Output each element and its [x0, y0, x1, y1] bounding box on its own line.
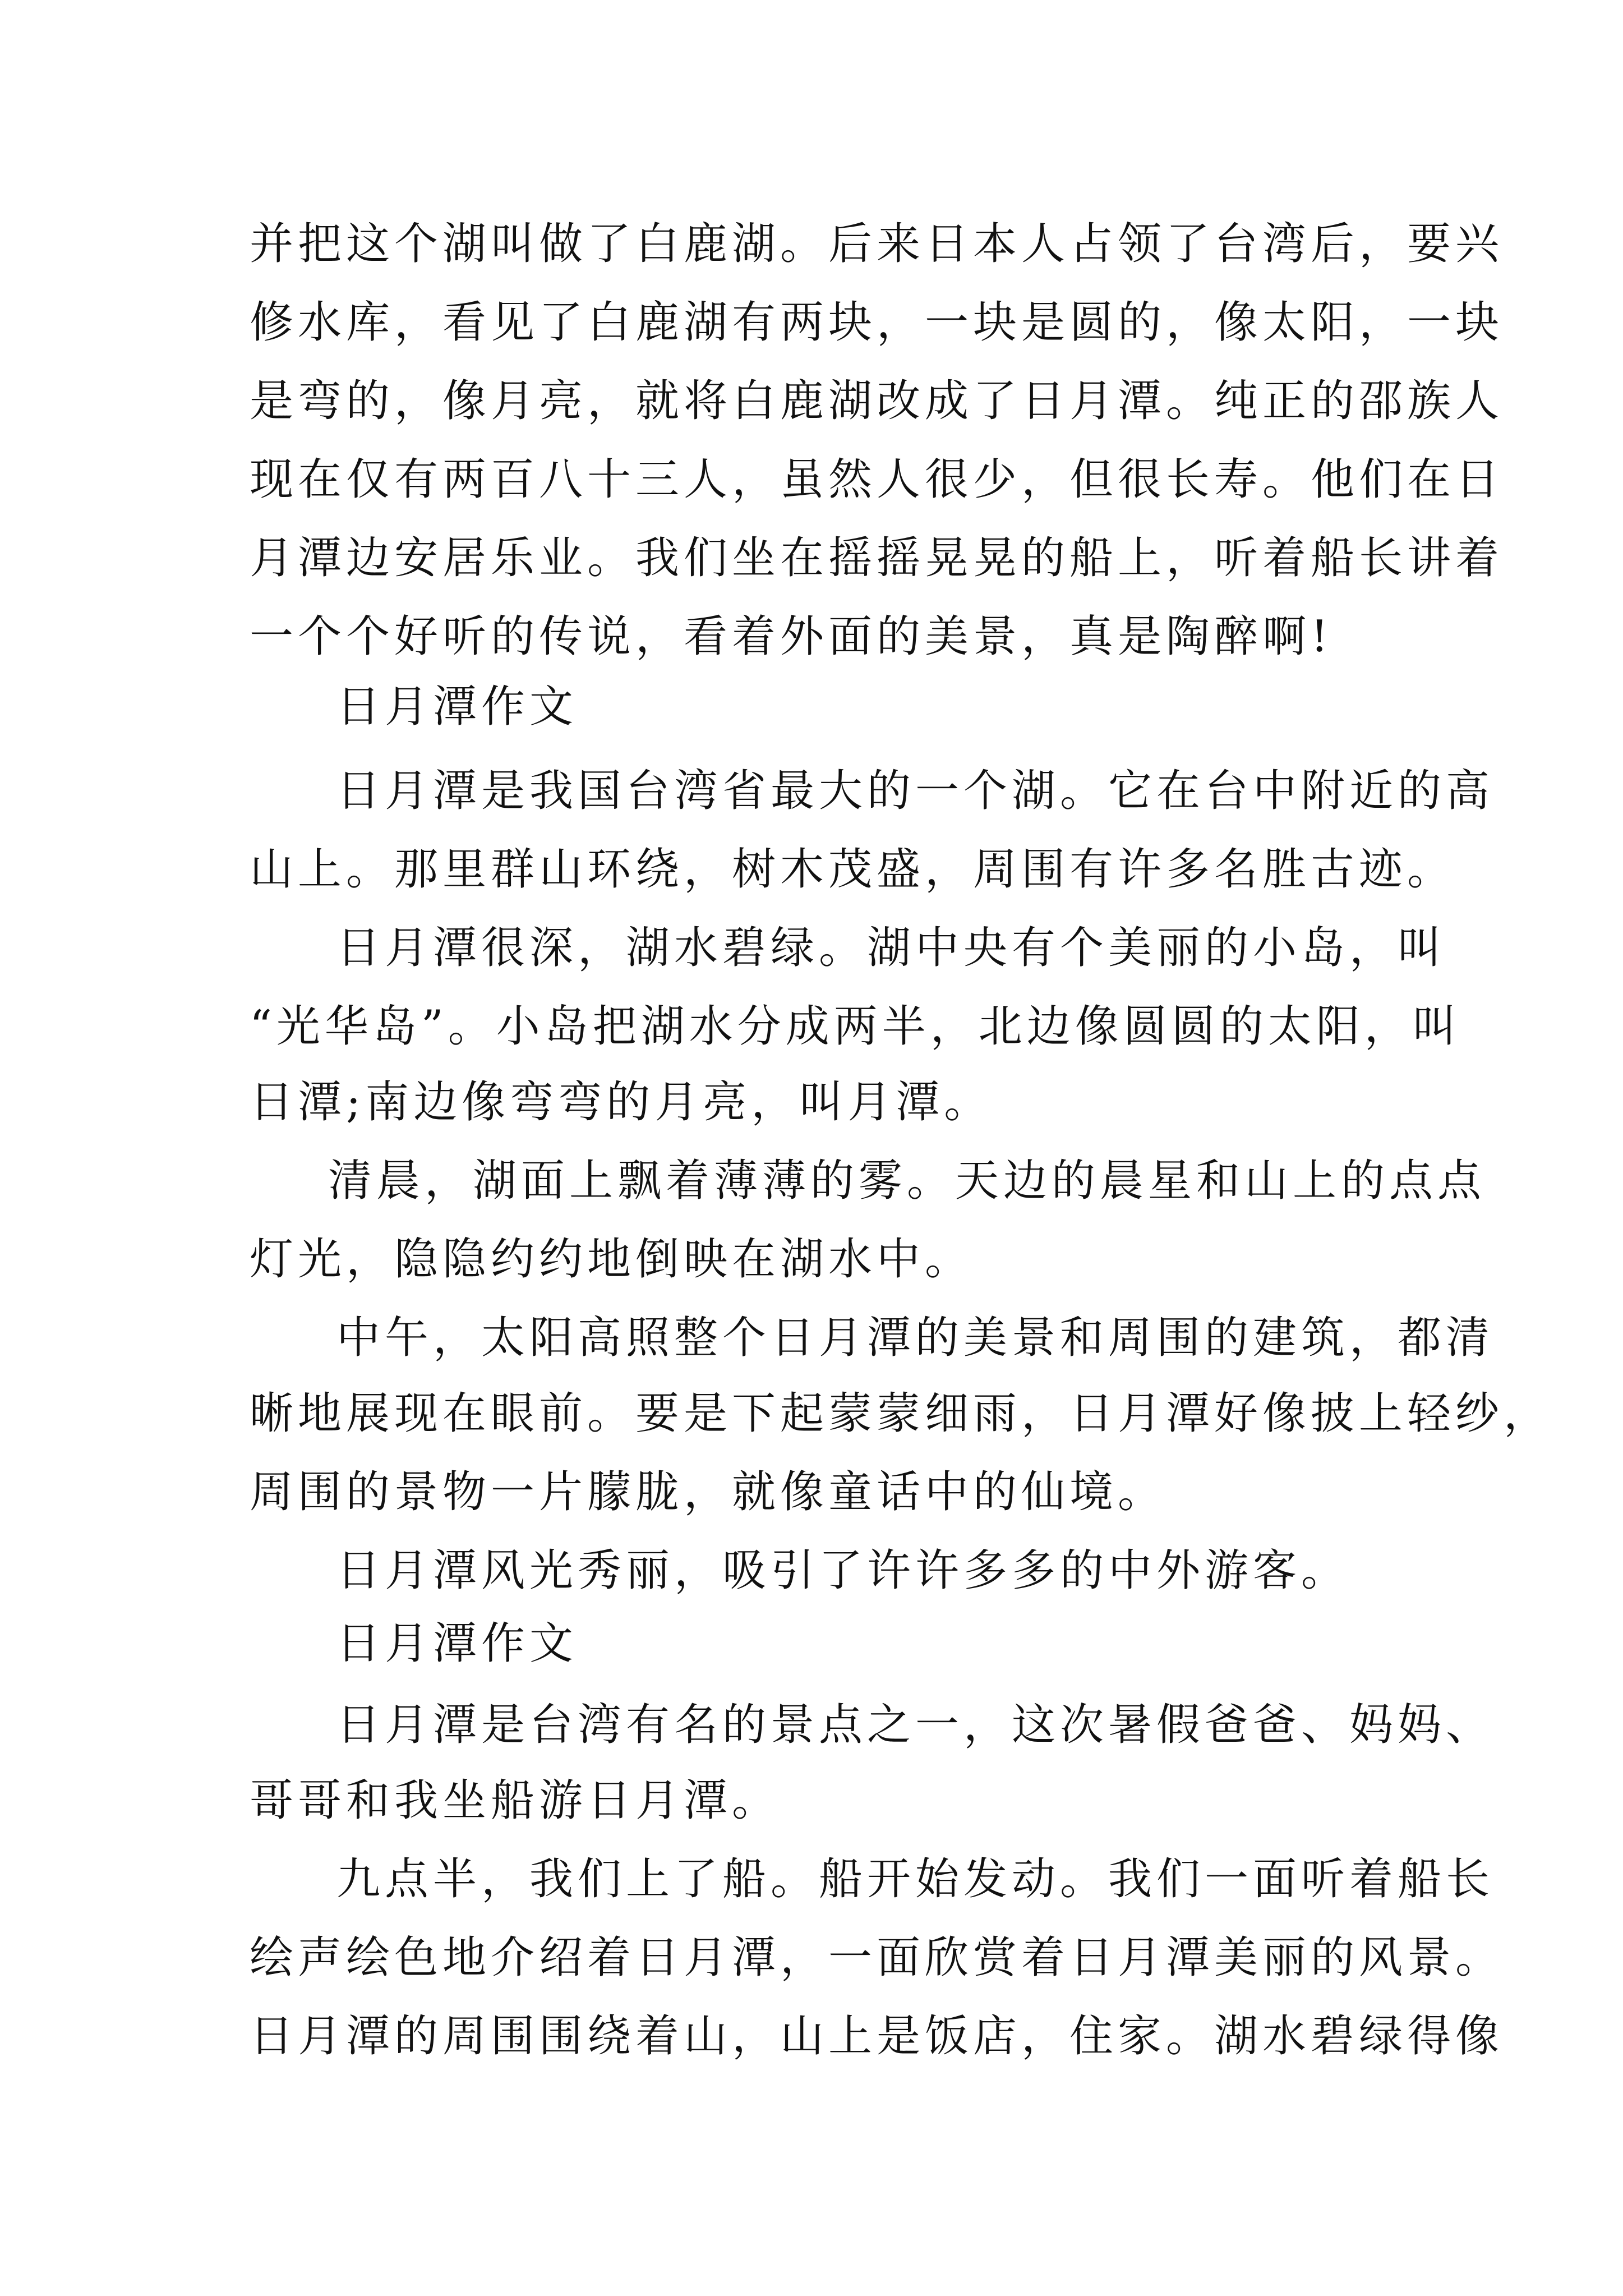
text-line: 日月潭的周围围绕着山，山上是饭店，住家。湖水碧绿得像	[250, 2011, 1504, 2062]
paragraph-first-line: 日月潭是台湾有名的景点之一，这次暑假爸爸、妈妈、	[336, 1700, 1495, 1750]
text-line: 灯光，隐隐约约地倒映在湖水中。	[250, 1234, 974, 1285]
paragraph-first-line: 清晨，湖面上飘着薄薄的雾。天边的晨星和山上的点点	[328, 1156, 1486, 1206]
paragraph-first-line: 日月潭是我国台湾省最大的一个湖。它在台中附近的高	[336, 766, 1495, 816]
text-line: 山上。那里群山环绕，树木茂盛，周围有许多名胜古迹。	[250, 844, 1456, 895]
paragraph-first-line: 中午，太阳高照整个日月潭的美景和周围的建筑，都清	[336, 1313, 1495, 1363]
text-line: 修水库，看见了白鹿湖有两块，一块是圆的，像太阳，一块	[250, 297, 1504, 348]
text-line: 一个个好听的传说，看着外面的美景，真是陶醉啊!	[250, 611, 1333, 662]
paragraph-first-line: 日月潭风光秀丽，吸引了许许多多的中外游客。	[336, 1545, 1350, 1596]
paragraph-first-line: 日月潭很深，湖水碧绿。湖中央有个美丽的小岛，叫	[336, 923, 1446, 973]
text-line: 晰地展现在眼前。要是下起蒙蒙细雨，日月潭好像披上轻纱，	[250, 1388, 1552, 1439]
text-line: 周围的景物一片朦胧，就像童话中的仙境。	[250, 1467, 1166, 1517]
text-line: 是弯的，像月亮，就将白鹿湖改成了日月潭。纯正的邵族人	[250, 376, 1504, 426]
text-line: 绘声绘色地介绍着日月潭，一面欣赏着日月潭美丽的风景。	[250, 1932, 1504, 1983]
text-line: 日潭;南边像弯弯的月亮，叫月潭。	[250, 1077, 993, 1128]
text-line: 哥哥和我坐船游日月潭。	[250, 1775, 781, 1826]
text-line: 现在仅有两百八十三人，虽然人很少，但很长寿。他们在日	[250, 454, 1504, 505]
section-heading: 日月潭作文	[336, 682, 578, 732]
paragraph-first-line: 九点半，我们上了船。船开始发动。我们一面听着船长	[336, 1854, 1495, 1904]
text-line: 月潭边安居乐业。我们坐在摇摇晃晃的船上，听着船长讲着	[250, 533, 1504, 583]
text-line: 并把这个湖叫做了白鹿湖。后来日本人占领了台湾后，要兴	[250, 219, 1504, 269]
section-heading: 日月潭作文	[336, 1618, 578, 1669]
text-line: “光华岛”。小岛把湖水分成两半，北边像圆圆的太阳，叫	[250, 1001, 1461, 1052]
